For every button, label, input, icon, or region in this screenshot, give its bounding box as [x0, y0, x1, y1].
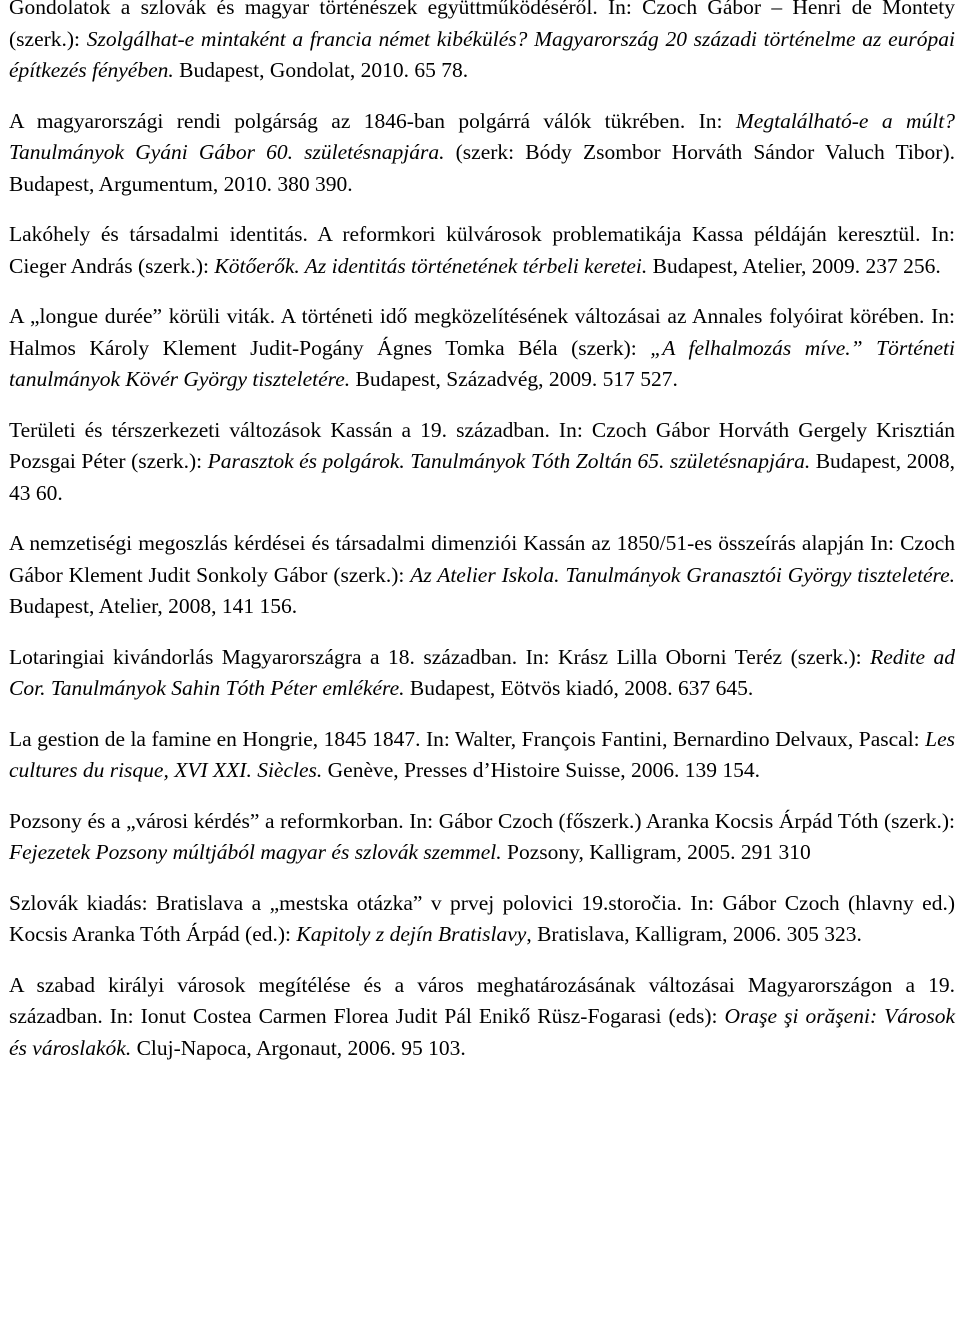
- bibliography-entry: Lotaringiai kivándorlás Magyarországra a 18. században. In: Krász Lilla Oborni Teréz (szerk.): Redite ad Cor. Tanulmányok Sahin Tóth Péter emlékére. Budapest, Eötvös kiadó, 2008. 637 645.: [9, 644, 955, 700]
- bibliography-entry: Pozsony és a „városi kérdés” a reformkorban. In: Gábor Czoch (főszerk.) Aranka Kocsis Árpád Tóth (szerk.): Fejezetek Pozsony múltjából magyar és szlovák szemmel. Pozsony, Kalligram, 2005. 291 310: [9, 808, 955, 864]
- bibliography-entry: Lakóhely és társadalmi identitás. A reformkori külvárosok problematikája Kassa példáján keresztül. In: Cieger András (szerk.): Kötőerők. Az identitás történetének térbeli keretei. Budapest, Atelier, 2009. 237 256.: [9, 222, 955, 278]
- bibliography-entry: Gondolatok a szlovák és magyar történészek együttműködéséről. In: Czoch Gábor – Henri de Montety (szerk.): Szolgálhat-e mintaként a francia német kibékülés? Magyarország 20 századi történelme az európai építkezés fényében. Budapest, Gondolat, 2010. 65 78.: [9, 0, 955, 82]
- bibliography-entry: A „longue durée” körüli viták. A történeti idő megközelítésének változásai az Annales folyóirat körében. In: Halmos Károly Klement Judit-Pogány Ágnes Tomka Béla (szerk): „A felhalmozás míve.” Történeti tanulmányok Kövér György tiszteletére. Budapest, Századvég, 2009. 517 527.: [9, 304, 955, 391]
- bibliography-entry: Szlovák kiadás: Bratislava a „mestska otázka” v prvej polovici 19.storočia. In: Gábor Czoch (hlavny ed.) Kocsis Aranka Tóth Árpád (ed.): Kapitoly z dejín Bratislavy, Bratislava, Kalligram, 2006. 305 323.: [9, 890, 955, 946]
- bibliography-entry: A szabad királyi városok megítélése és a város meghatározásának változásai Magyarországon a 19. században. In: Ionut Costea Carmen Florea Judit Pál Enikő Rüsz-Fogarasi (eds): Oraşe şi orăşeni: Városok és városlakók. Cluj-Napoca, Argonaut, 2006. 95 103.: [9, 972, 955, 1060]
- bibliography-entry: A nemzetiségi megoszlás kérdései és társadalmi dimenziói Kassán az 1850/51-es összeírás alapján In: Czoch Gábor Klement Judit Sonkoly Gábor (szerk.): Az Atelier Iskola. Tanulmányok Granasztói György tiszteletére. Budapest, Atelier, 2008, 141 156.: [9, 531, 955, 618]
- bibliography-entry: Területi és térszerkezeti változások Kassán a 19. században. In: Czoch Gábor Horváth Gergely Krisztián Pozsgai Péter (szerk.): Parasztok és polgárok. Tanulmányok Tóth Zoltán 65. születésnapjára. Budapest, 2008, 43 60.: [9, 417, 955, 505]
- bibliography-entry: A magyarországi rendi polgárság az 1846-ban polgárrá válók tükrében. In: Megtalálható-e a múlt? Tanulmányok Gyáni Gábor 60. születésnapjára. (szerk: Bódy Zsombor Horváth Sándor Valuch Tibor). Budapest, Argumentum, 2010. 380 390.: [9, 108, 955, 196]
- bibliography-entry: La gestion de la famine en Hongrie, 1845 1847. In: Walter, François Fantini, Bernardino Delvaux, Pascal: Les cultures du risque, XVI XXI. Siècles. Genève, Presses d’Histoire Suisse, 2006. 139 154.: [9, 726, 955, 782]
- bibliography-page: [9, 0, 955, 1083]
